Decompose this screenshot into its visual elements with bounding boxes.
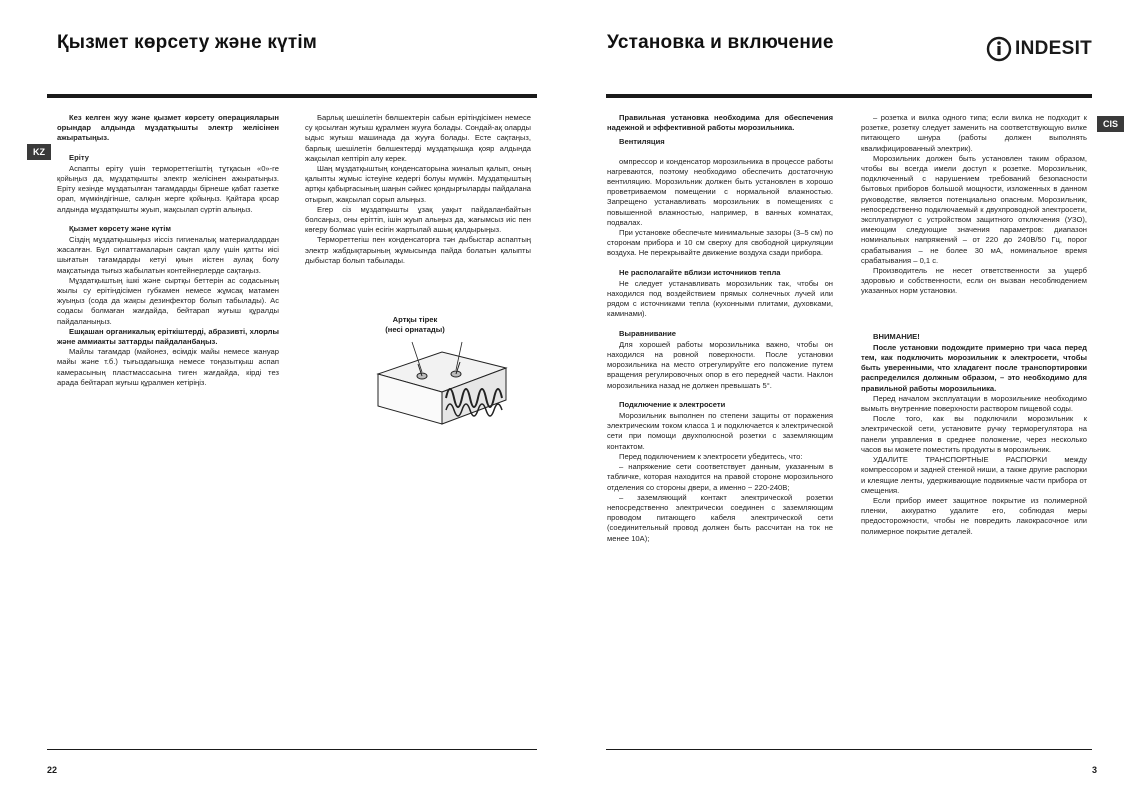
right-page-title: Установка и включение <box>607 32 834 53</box>
section-heading: Подключение к электросети <box>619 399 726 409</box>
attention-paragraph: После установки подождите примерно три часа перед тем, как подключить морозильник к электросети, чтобы быть уверенными, что хладагент после транспортировки распределился должным образом, – это необходимо для правильной работы морозильника. <box>861 342 1087 393</box>
paragraph: Термореттегіш пен конденсаторға тән дыбыстар аспаптың электр жабдықтарының жұмысында пайда болатын қалыпты дыбыстар болып табылады. <box>305 235 531 265</box>
paragraph: Морозильник выполнен по степени защиты от поражения электрическим током класса 1 и подключается к электрической сети при помощи двухполюсной розетки с заземляющим контактом. <box>607 411 833 451</box>
paragraph: Не следует устанавливать морозильник так, чтобы он находился под воздействием прямых солнечных лучей или рядом с источниками тепла (кухонными плитами, духовками, каминами). <box>607 278 833 319</box>
left-footer-rule <box>47 749 537 750</box>
paragraph: Майлы тағамдар (майонез, өсімдік майы немесе жануар майы және т.б.) тығыздағышқа немесе тоңазытқыш аспап камерасының пластмассасына тиген жағдайда, кірді тез арада бейтарап жуғыш құралмен кетіріңіз. <box>57 347 279 387</box>
indesit-logo-mark-icon <box>986 36 1012 62</box>
paragraph: После того, как вы подключили морозильник к электрической сети, установите ручку терморегулятора на панели управления в среднее положение, через несколько часов вы можете поместить продукты в морозильник. <box>861 414 1087 454</box>
paragraph: УДАЛИТЕ ТРАНСПОРТНЫЕ РАСПОРКИ между компрессором и задней стенкой ниши, а также другие распорки и клеящие ленты, удерживающие подвижные части прибора от смещения. <box>861 455 1087 495</box>
paragraph: Аспапты еріту үшін термореттегіштің тұтқасын «0»-ге қойыңыз да, мұздатқышты электр желісінен ажыратыңыз. Еріту кезінде мұздатылған тағамдарды бірнеше қабат газетке орап, мүмкіндігінше, салқын жерге қойыңыз. Қайтара қосар алдында мұздатқышты жуып, жақсылап сүртіп алыңыз. <box>57 163 279 214</box>
left-header-rule <box>47 94 537 98</box>
figure-caption <box>355 315 475 335</box>
section-heading: Қызмет көрсету және күтім <box>69 223 171 233</box>
paragraph: – заземляющий контакт электрической розетки непосредственно электрически соединен с заземляющим проводом питающего кабеля электрической сети (соединительный провод должен быть рассчитан на ток не менее 10А); <box>607 492 833 543</box>
warning-paragraph: Ешқашан органикалық еріткіштерді, абразивті, хлорлы және аммиакты заттарды пайдаланбаңыз. <box>57 326 279 347</box>
paragraph: Морозильник должен быть установлен таким образом, чтобы вы всегда имели доступ к розетке. Морозильник, подключенный с нарушением требований безопасности бытовых приборов большой мощности, изложенных в данном руководстве, является потенциально опасным. Морозильник, непосредственно подключаемый к двухпроводной электросети, эксплуатируют с устройством защитного отключения (УЗО), имеющим следующие значения параметров: диапазон номинальных напряжений – от 220 до 240В/50 Гц, порог срабатывания – не более 30 мА, номинальное время срабатывания – 0,1 с. <box>861 153 1087 265</box>
right-column-1 <box>607 113 833 544</box>
paragraph: Если прибор имеет защитное покрытие из полимерной пленки, аккуратно удалите его, соблюдая меры предосторожности, чтобы не повредить лакокрасочное или полимерное покрытие деталей. <box>861 495 1087 536</box>
intro-text: Правильная установка необходима для обеспечения надежной и эффективной работы морозильника. <box>607 113 833 133</box>
right-page-number: 3 <box>1092 765 1098 775</box>
right-header-rule <box>606 94 1092 98</box>
paragraph: омпрессор и конденсатор морозильника в процессе работы нагреваются, поэтому необходимо обеспечить достаточную вентиляцию. Морозильник должен быть установлен в хорошо проветриваемом помещении с нормальной влажностью. Запрещено устанавливать морозильник в помещениях с повышенной влажностью, например, в ванных комнатах, подвалах. <box>607 156 833 227</box>
section-heading: Вентиляция <box>619 137 665 147</box>
intro-text: Кез келген жуу және қызмет көрсету операцияларын орындар алдында мұздатқышты электр желісінен ажыратыңыз. <box>57 113 279 143</box>
kz-language-tag: KZ <box>27 144 51 160</box>
paragraph: Барлық шешілетін бөлшектерін сабын ерітіндісімен немесе су қосылған жуғыш құралмен жууға болады. Сондай-ақ оларды ыдыс жуғыш машинада да жууға болады. Есте сақтаңыз, барлық шешілетін бөлшектерді мұздатқышқа қояр алдында жақсылап кептіріп алу керек. <box>305 113 531 163</box>
rear-spacer-illustration <box>372 338 512 426</box>
cis-language-tag: CIS <box>1097 116 1124 132</box>
paragraph: – розетка и вилка одного типа; если вилка не подходит к розетке, розетку следует заменить на соответствующую вилке питающего шнура (работы должен выполнять квалифицированный электрик). <box>861 113 1087 153</box>
paragraph: Производитель не несет ответственности за ущерб здоровью и собственности, если он вызван несоблюдением указанных норм установки. <box>861 266 1087 296</box>
indesit-logo <box>986 36 1092 62</box>
paragraph: – напряжение сети соответствует данным, указанным в табличке, которая находится на правой стороне морозильного отделения со стороны двери, а именно ~ 220-240В; <box>607 462 833 492</box>
paragraph: Для хорошей работы морозильника важно, чтобы он находился на ровной поверхности. После установки морозильника на место отрегулируйте его положение путем вращения регулировочных опор в его передней части. Наклон морозильника назад не должен превышать 5°. <box>607 339 833 390</box>
paragraph: Шаң мұздатқыштың конденсаторына жиналып қалып, оның қалыпты жұмыс істеуіне кедергі болуы мүмкін. Мұздатқыштың артқы қабырғасының шаңын сәйкес қондырғыларды пайдалана отырып, жақсылап сорып алыңыз. <box>305 164 531 204</box>
left-page-number: 22 <box>47 765 58 775</box>
figure-caption-line-2: (несі орнатады) <box>385 325 445 334</box>
right-footer-rule <box>606 749 1092 750</box>
figure-caption-line-1: Артқы тірек <box>392 315 438 324</box>
section-heading: Выравнивание <box>619 328 677 338</box>
paragraph: Перед началом эксплуатации в морозильнике необходимо вымыть внутренние поверхности раствором пищевой соды. <box>861 393 1087 414</box>
section-heading: Еріту <box>69 152 89 162</box>
paragraph: Мұздатқыштың ішкі және сыртқы беттерін ас содасының жылы су ерітіндісімен губкамен немесе жұмсақ матамен жуыңыз (сода да жақсы дезинфектор болып табылады). Ас содасы болмаған жағдайда, бейтарап жуғыш құралды пайдаланыңыз. <box>57 275 279 326</box>
paragraph: При установке обеспечьте минимальные зазоры (3–5 см) по сторонам прибора и 10 см сверху для свободной циркуляции воздуха. Не перекрывайте движение воздуха сзади прибора. <box>607 228 833 258</box>
right-column-2 <box>861 113 1087 537</box>
attention-heading: ВНИМАНИЕ! <box>873 331 920 341</box>
spacer <box>607 149 833 157</box>
paragraph: Егер сіз мұздатқышты ұзақ уақыт пайдаланбайтын болсаңыз, оны еріттіп, ішін жуып алыңыз да, жағымсыз иіс пен көгеру болмас үшін есігін жартылай ашық қалдырыңыз. <box>305 204 531 235</box>
left-page-title: Қызмет көрсету және күтім <box>57 32 318 53</box>
paragraph: Перед подключением к электросети убедитесь, что: <box>619 451 803 461</box>
brand-name: INDESIT <box>1015 38 1093 59</box>
left-column-1 <box>57 113 279 388</box>
section-heading: Не располагайте вблизи источников тепла <box>619 267 781 277</box>
left-column-2 <box>305 113 531 266</box>
spacer <box>861 297 1087 323</box>
paragraph: Сіздің мұздатқышыңыз иіссіз гигиеналық материалдардан жасалған. Бұл сипаттамаларын сақтап қалу үшін қатты иісі шығатын тағамдарды кетуі қиын иістен аулақ болу мақсатында тығыз жабылатын контейнерлерде сақтаңыз. <box>57 235 279 275</box>
